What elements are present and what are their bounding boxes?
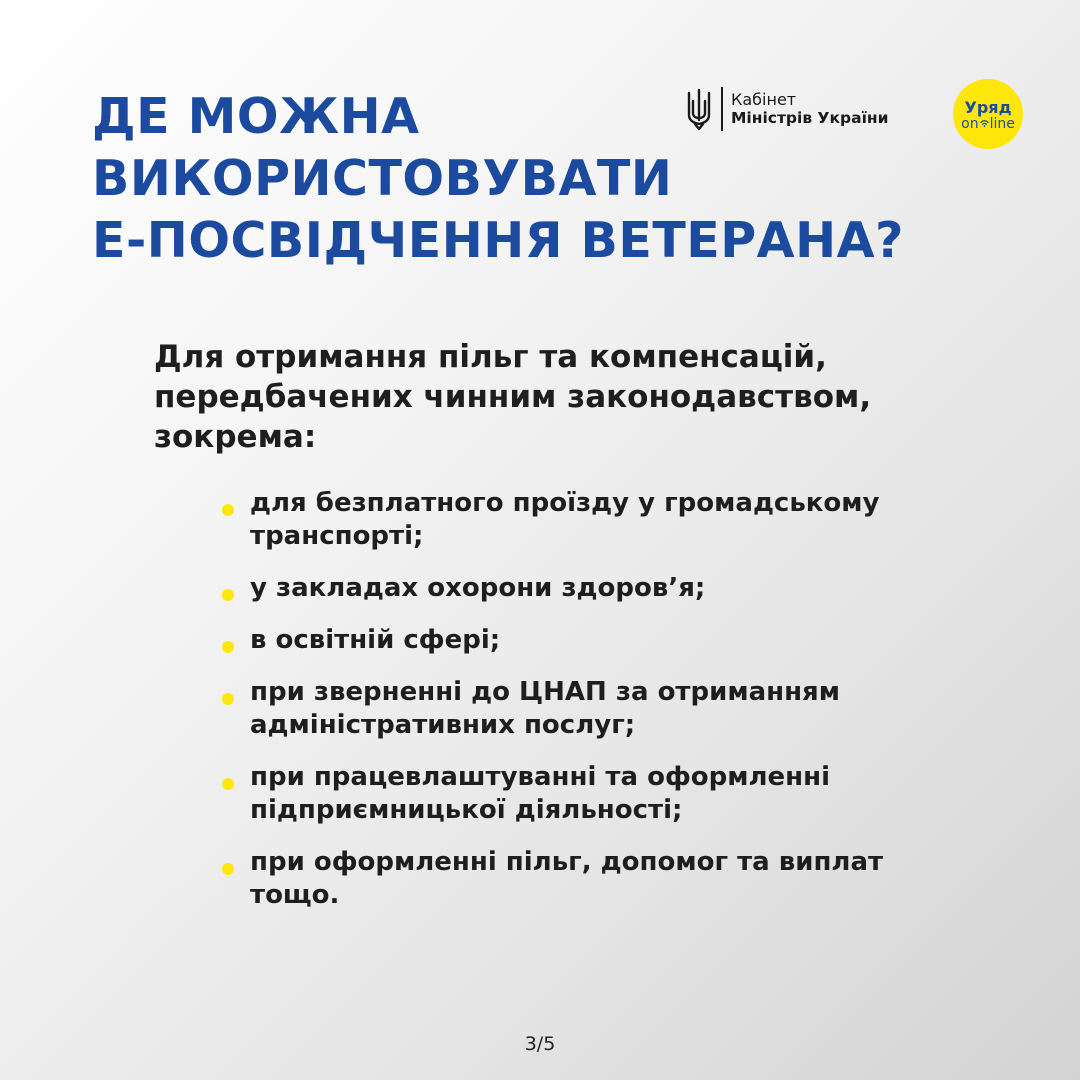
title-line-3: Е-ПОСВІДЧЕННЯ ВЕТЕРАНА?	[92, 212, 904, 269]
list-item-line: при зверненні до ЦНАП за отриманням	[250, 677, 841, 707]
intro-text	[154, 337, 871, 457]
bullet-dot-icon	[222, 641, 234, 653]
online-logo-end: line	[989, 115, 1015, 132]
list-item-text	[250, 676, 840, 742]
cabinet-logo-text	[731, 90, 888, 128]
bullet-dot-icon	[222, 589, 234, 601]
list-item-text	[250, 487, 880, 553]
page-number: 3/5	[524, 1033, 556, 1055]
intro-line-3: зокрема:	[154, 419, 317, 455]
list-item-line: в освітній сфері;	[250, 625, 501, 655]
cabinet-of-ministers-logo	[685, 86, 888, 132]
title-line-1: ДЕ МОЖНА	[92, 88, 420, 145]
intro-line-2: передбачених чинним законодавством,	[154, 379, 872, 415]
bullet-dot-icon	[222, 778, 234, 790]
bullet-dot-icon	[222, 863, 234, 875]
online-logo-row	[961, 116, 1015, 132]
list-item-text	[250, 624, 500, 657]
uryad-logo-word: Уряд	[964, 97, 1012, 117]
list-item	[222, 624, 500, 657]
online-logo-start: on	[961, 115, 979, 132]
list-item-line: тощо.	[250, 880, 340, 910]
signal-icon	[980, 118, 989, 127]
logo-divider	[721, 87, 723, 131]
list-item	[222, 846, 883, 912]
list-item-text	[250, 846, 883, 912]
list-item-line: у закладах охорони здоров’я;	[250, 573, 706, 603]
list-item-text	[250, 761, 830, 827]
list-item-line: транспорті;	[250, 521, 424, 551]
list-item	[222, 761, 830, 827]
bullet-dot-icon	[222, 504, 234, 516]
cabinet-logo-line-1: Кабінет	[731, 90, 797, 109]
list-item-line: при працевлаштуванні та оформленні	[250, 762, 830, 792]
list-item-line: адміністративних послуг;	[250, 710, 636, 740]
list-item	[222, 676, 840, 742]
list-item	[222, 572, 705, 605]
list-item-line: підприємницької діяльності;	[250, 795, 683, 825]
list-item	[222, 487, 880, 553]
list-item-line: при оформленні пільг, допомог та виплат	[250, 847, 884, 877]
cabinet-logo-line-2: Міністрів України	[731, 109, 889, 127]
uryad-online-logo	[953, 79, 1023, 149]
title-line-2: ВИКОРИСТОВУВАТИ	[92, 150, 673, 207]
intro-line-1: Для отримання пільг та компенсацій,	[154, 339, 827, 375]
list-item-text	[250, 572, 705, 605]
bullet-dot-icon	[222, 693, 234, 705]
trident-icon	[685, 87, 713, 131]
list-item-line: для безплатного проїзду у громадському	[250, 488, 880, 518]
